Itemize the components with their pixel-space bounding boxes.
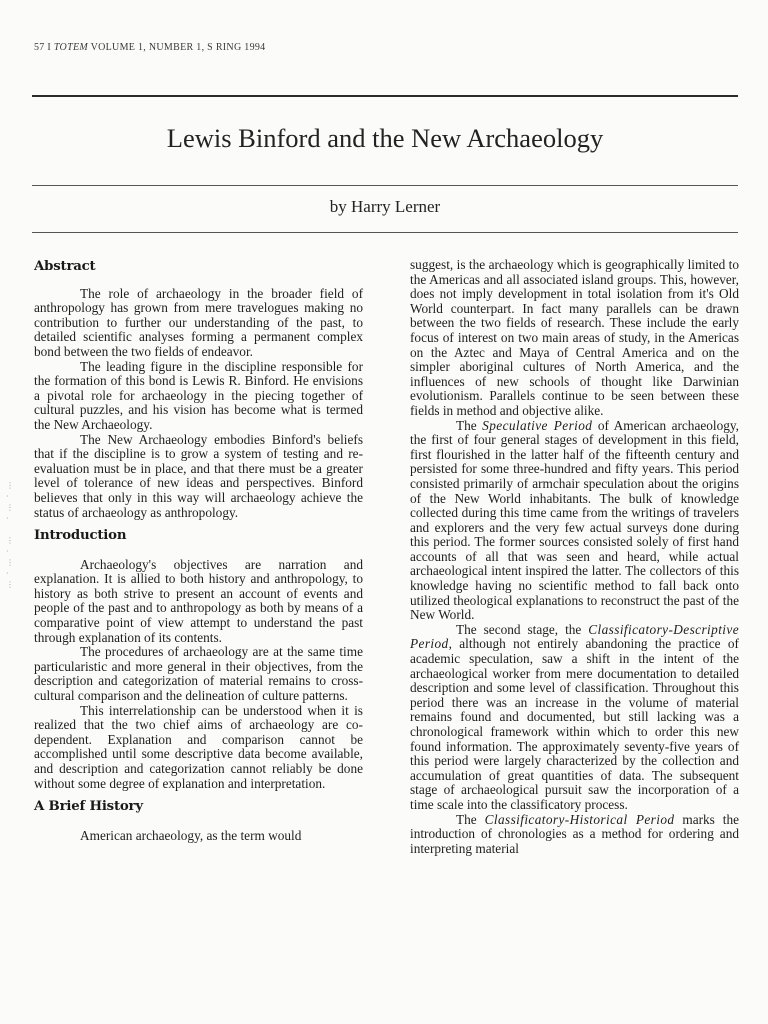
history-paragraph-1: American archaeology, as the term would bbox=[80, 827, 302, 843]
descriptive-lead: The second stage, the bbox=[456, 621, 589, 637]
classificatory-descriptive-term: Classificatory-Descriptive Period bbox=[410, 621, 739, 652]
margin-scan-marks: ⋮ · ⋮ · ⋮ · ⋮ · ⋮ bbox=[6, 481, 14, 589]
left-column bbox=[34, 258, 363, 843]
abstract-paragraph-3: The New Archaeology embodies Binford's beliefs that if the discipline is to grow a system of testing and re-evaluation must be in place, and that there must be a greater level of tolerance of new ideas and perspectives. Binford believes that only in this way will archaeology achieve the status of archaeology as anthropology. bbox=[34, 431, 363, 520]
abstract-paragraph-2: The leading figure in the discipline responsible for the formation of this bond is Lewis R. Binford. He envisions a pivotal role for archaeology in the piecing together of cultural puzzles, and his vision has become what is termed the New Archaeology. bbox=[34, 358, 363, 432]
byline: by Harry Lerner bbox=[329, 197, 441, 216]
brief-history-heading: A Brief History bbox=[34, 799, 143, 815]
introduction-paragraph-3: This interrelationship can be understood when it is realized that the two chief aims of archaeology are co-dependent. Explanation and comparison cannot be accomplished until some descriptive data become available, and description and categorization cannot reliably be done without some degree of explanation and interpretation. bbox=[34, 702, 363, 791]
title-rule bbox=[32, 185, 738, 186]
speculative-lead: The bbox=[456, 417, 483, 433]
historical-lead: The bbox=[456, 811, 485, 827]
journal-name: TOTEM bbox=[53, 42, 88, 53]
byline-rule bbox=[32, 232, 738, 233]
header-rule bbox=[32, 95, 738, 97]
running-header bbox=[34, 42, 265, 53]
abstract-paragraph-1: The role of archaeology in the broader field of anthropology has grown from mere travelogues making no contribution to further our understanding of the past, to detailed scientific analyses forming a permanent complex bond between the two fields of endeavor. bbox=[34, 285, 363, 359]
header-separator: I bbox=[47, 42, 52, 53]
issue-info: VOLUME 1, NUMBER 1, S RING 1994 bbox=[90, 42, 266, 53]
speculative-body: of American archaeology, the first of four general stages of development in this field, first flourished in the latter half of the fifteenth century and persisted for some three-hundred and fifty years. This period consisted primarily of armchair speculation about the origins of the New World inhabitants. The bulk of knowledge collected during this time came from the writings of travelers and explorers and the very few actual surveys done during this period. The former sources consisted solely of first hand accounts of all that was seen and heard, while actual archaeological intent inspired the latter. The collectors of this knowledge having no scientific method to fall back onto utilized theological explanations to reconstruct the past of the New World. bbox=[410, 417, 740, 623]
descriptive-body: , although not entirely abandoning the practice of academic speculation, saw a shift in the intent of the archaeological worker from mere documentation to detailed description and some level of classification. Throughout this period there was an increase in the volume of material remains found and documented, but still lacking was a chronological framework within which to order this new found information. The approximately seventy-five years of this period were largely characterized by the collection and accumulation of great quantities of data. The subsequent stage of archaeological pursuit saw the incorporation of a time scale into the classificatory process. bbox=[410, 636, 739, 812]
introduction-heading: Introduction bbox=[34, 528, 127, 544]
article-title: Lewis Binford and the New Archaeology bbox=[166, 123, 604, 153]
right-column bbox=[410, 258, 739, 856]
historical-body: marks the introduction of chronologies as a method for ordering and interpreting material bbox=[410, 811, 739, 856]
speculative-period-term: Speculative Period bbox=[482, 417, 593, 433]
introduction-paragraph-1: Archaeology's objectives are narration and explanation. It is allied to both history and anthropology, to history as both strive to present an account of events and people of the past and to anthropology as both by means of a comparative point of view attempt to understand the past through explanation of its contents. bbox=[34, 556, 363, 645]
page-number: 57 bbox=[34, 42, 45, 53]
classificatory-descriptive-paragraph bbox=[410, 623, 739, 813]
history-paragraph-continued: suggest, is the archaeology which is geographically limited to the Americas and all associated island groups. This, however, does not imply development in total isolation from it's Old World counterpart. In fact many parallels can be drawn between the two fields of research. These include the early focus of interest on two main areas of study, in the Americas on the Aztec and Maya of Central America and on the simpler aboriginal cultures of North America, and the influences of new schools of thought like Darwinian evolutionism. Parallels continue to be seen between these fields in method and objective alike. bbox=[410, 257, 739, 418]
classificatory-historical-term: Classificatory-Historical Period bbox=[484, 811, 675, 827]
classificatory-historical-paragraph bbox=[410, 813, 739, 857]
speculative-period-paragraph bbox=[410, 419, 739, 623]
abstract-heading: Abstract bbox=[34, 259, 96, 274]
introduction-paragraph-2: The procedures of archaeology are at the same time particularistic and more general in their objectives, from the description and categorization of material remains to cross-cultural comparison and the delineation of culture patterns. bbox=[34, 644, 363, 704]
